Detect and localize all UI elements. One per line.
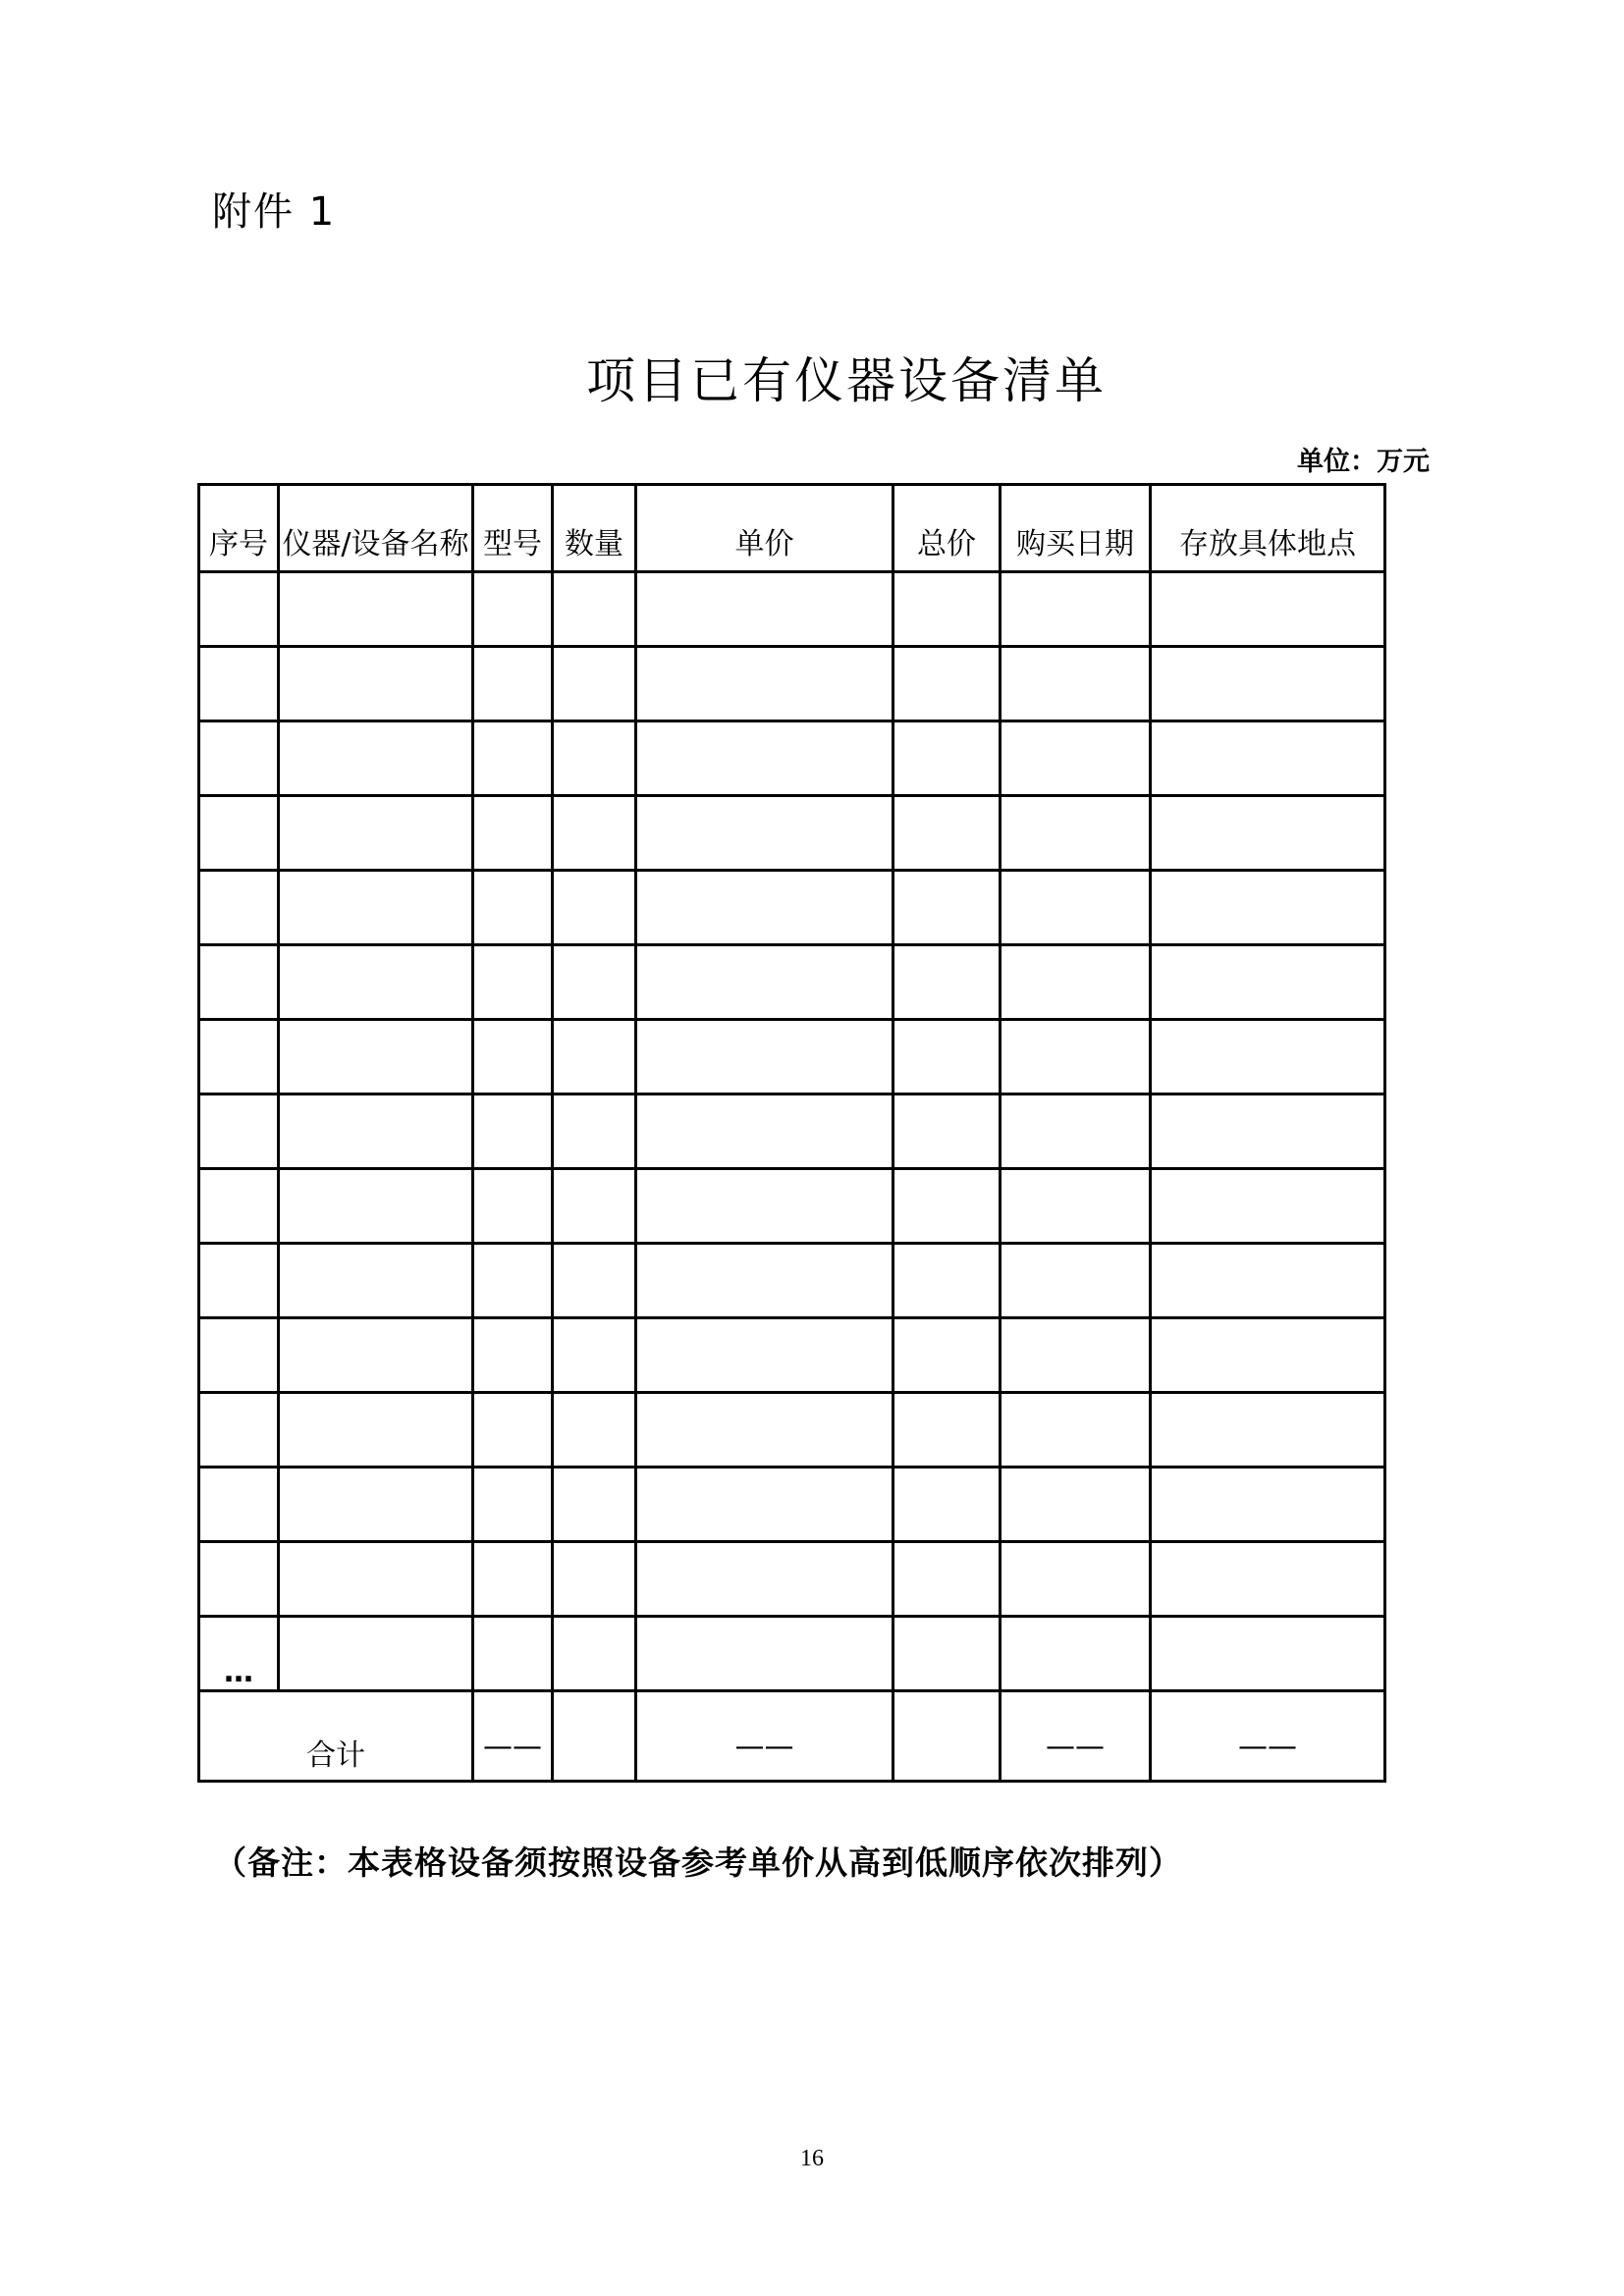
total-dash-cell: ——: [473, 1691, 553, 1782]
table-cell[interactable]: [473, 721, 553, 796]
table-cell[interactable]: [893, 1020, 1001, 1095]
table-cell[interactable]: [893, 1318, 1001, 1393]
page-title: 项目已有仪器设备清单: [586, 352, 1107, 409]
table-cell[interactable]: [473, 647, 553, 721]
table-cell[interactable]: [893, 1095, 1001, 1169]
table-cell[interactable]: [473, 1542, 553, 1617]
table-cell[interactable]: [893, 1542, 1001, 1617]
table-cell[interactable]: [553, 1318, 636, 1393]
table-row: [199, 871, 1385, 945]
table-cell[interactable]: [279, 1318, 473, 1393]
table-cell[interactable]: [1151, 871, 1385, 945]
ellipsis-cell: …: [199, 1617, 279, 1691]
table-cell[interactable]: [1001, 1318, 1151, 1393]
table-cell[interactable]: [199, 945, 279, 1020]
table-cell[interactable]: [199, 1095, 279, 1169]
table-cell[interactable]: [199, 1169, 279, 1244]
header-purchase-date: 购买日期: [1001, 485, 1151, 572]
table-cell[interactable]: [279, 647, 473, 721]
table-row: [199, 647, 1385, 721]
table-cell[interactable]: [1151, 1244, 1385, 1318]
table-cell[interactable]: [553, 1468, 636, 1542]
table-cell[interactable]: [893, 796, 1001, 871]
table-cell[interactable]: [893, 647, 1001, 721]
table-cell[interactable]: [893, 1169, 1001, 1244]
table-cell[interactable]: [893, 871, 1001, 945]
table-cell[interactable]: [1001, 1393, 1151, 1468]
table-cell[interactable]: [1001, 572, 1151, 647]
table-cell[interactable]: [636, 1095, 893, 1169]
header-row: [199, 485, 1385, 572]
table-cell[interactable]: [1151, 1393, 1385, 1468]
table-cell[interactable]: [893, 945, 1001, 1020]
table-cell[interactable]: [636, 1020, 893, 1095]
table-cell[interactable]: [553, 572, 636, 647]
table-cell[interactable]: [1001, 1020, 1151, 1095]
table-row: [199, 1244, 1385, 1318]
header-index: 序号: [199, 485, 279, 572]
table-cell[interactable]: [199, 647, 279, 721]
unit-label: 单位：万元: [1297, 447, 1430, 477]
table-cell[interactable]: [636, 1542, 893, 1617]
table-cell[interactable]: [1001, 721, 1151, 796]
table-cell[interactable]: [1001, 1617, 1151, 1691]
table-cell[interactable]: [893, 1468, 1001, 1542]
table-cell[interactable]: [1151, 1617, 1385, 1691]
table-cell[interactable]: [199, 721, 279, 796]
table-cell[interactable]: [279, 796, 473, 871]
table-cell[interactable]: [279, 945, 473, 1020]
table-cell[interactable]: [636, 1617, 893, 1691]
attachment-label: 附件 1: [212, 189, 337, 235]
table-cell[interactable]: [636, 1393, 893, 1468]
total-value-cell[interactable]: [553, 1691, 636, 1782]
table-cell[interactable]: [553, 647, 636, 721]
table-cell[interactable]: [1151, 1169, 1385, 1244]
table-cell[interactable]: [1151, 1095, 1385, 1169]
table-cell[interactable]: [893, 721, 1001, 796]
table-cell[interactable]: [1151, 945, 1385, 1020]
table-cell[interactable]: [473, 1095, 553, 1169]
table-row: [199, 572, 1385, 647]
table-cell[interactable]: [553, 1169, 636, 1244]
remark-note: （备注：本表格设备须按照设备参考单价从高到低顺序依次排列）: [214, 1843, 1182, 1882]
table-cell[interactable]: [473, 1468, 553, 1542]
table-cell[interactable]: [1001, 1169, 1151, 1244]
table-row: [199, 1393, 1385, 1468]
table-cell[interactable]: [1151, 1318, 1385, 1393]
table-cell[interactable]: [279, 721, 473, 796]
table-cell[interactable]: [1151, 1542, 1385, 1617]
ellipsis-row: [199, 1617, 1385, 1691]
header-unit-price: 单价: [636, 485, 893, 572]
table-row: [199, 1318, 1385, 1393]
table-cell[interactable]: [636, 1318, 893, 1393]
header-total-price: 总价: [893, 485, 1001, 572]
table-cell[interactable]: [473, 1318, 553, 1393]
table-cell[interactable]: [1151, 647, 1385, 721]
table-cell[interactable]: [1001, 1244, 1151, 1318]
table-cell[interactable]: [1151, 721, 1385, 796]
table-cell[interactable]: [473, 1169, 553, 1244]
table-cell[interactable]: [1151, 796, 1385, 871]
total-row: [199, 1691, 1385, 1782]
table-row: [199, 1095, 1385, 1169]
table-cell[interactable]: [279, 1468, 473, 1542]
table-cell[interactable]: [199, 871, 279, 945]
table-cell[interactable]: [279, 1244, 473, 1318]
table-cell[interactable]: [636, 945, 893, 1020]
table-cell[interactable]: [279, 1020, 473, 1095]
table-cell[interactable]: [473, 1617, 553, 1691]
table-cell[interactable]: [553, 1244, 636, 1318]
table-cell[interactable]: [279, 572, 473, 647]
table-cell[interactable]: [473, 945, 553, 1020]
table-cell[interactable]: [199, 1542, 279, 1617]
table-cell[interactable]: [1001, 1095, 1151, 1169]
table-cell[interactable]: [893, 572, 1001, 647]
table-cell[interactable]: [279, 1393, 473, 1468]
table-cell[interactable]: [199, 1020, 279, 1095]
table-cell[interactable]: [553, 871, 636, 945]
table-cell[interactable]: [893, 1617, 1001, 1691]
header-location: 存放具体地点: [1151, 485, 1385, 572]
table-cell[interactable]: [199, 1318, 279, 1393]
table-cell[interactable]: [279, 1617, 473, 1691]
table-cell[interactable]: [279, 1169, 473, 1244]
table-cell[interactable]: [1001, 796, 1151, 871]
table-cell[interactable]: [553, 1542, 636, 1617]
table-cell[interactable]: [1001, 871, 1151, 945]
table-cell[interactable]: [636, 721, 893, 796]
table-cell[interactable]: [636, 647, 893, 721]
table-cell[interactable]: [553, 1020, 636, 1095]
table-row: [199, 721, 1385, 796]
table-cell[interactable]: [279, 871, 473, 945]
table-cell[interactable]: [279, 1095, 473, 1169]
table-cell[interactable]: [1001, 647, 1151, 721]
total-value-cell[interactable]: [893, 1691, 1001, 1782]
table-row: [199, 1020, 1385, 1095]
table-cell[interactable]: [1001, 1542, 1151, 1617]
table-row: [199, 945, 1385, 1020]
table-cell[interactable]: [553, 945, 636, 1020]
table-cell[interactable]: [636, 871, 893, 945]
table-cell[interactable]: [199, 572, 279, 647]
table-cell[interactable]: [473, 1020, 553, 1095]
table-cell[interactable]: [473, 1393, 553, 1468]
table-row: [199, 1169, 1385, 1244]
table-cell[interactable]: [636, 1468, 893, 1542]
table-cell[interactable]: [199, 1468, 279, 1542]
table-cell[interactable]: [279, 1542, 473, 1617]
table-cell[interactable]: [473, 871, 553, 945]
table-cell[interactable]: [1151, 1468, 1385, 1542]
table-cell[interactable]: [893, 1393, 1001, 1468]
table-cell[interactable]: [553, 796, 636, 871]
table-cell[interactable]: [1151, 572, 1385, 647]
table-cell[interactable]: [553, 1095, 636, 1169]
table-cell[interactable]: [1001, 945, 1151, 1020]
table-cell[interactable]: [636, 572, 893, 647]
table-cell[interactable]: [636, 1244, 893, 1318]
total-dash-cell: ——: [636, 1691, 893, 1782]
table-row: [199, 1542, 1385, 1617]
header-quantity: 数量: [553, 485, 636, 572]
table-cell[interactable]: [199, 1244, 279, 1318]
table-row: [199, 1468, 1385, 1542]
table-cell[interactable]: [1151, 1020, 1385, 1095]
equipment-table: [197, 483, 1386, 1783]
table-cell[interactable]: [636, 796, 893, 871]
header-name: 仪器/设备名称: [279, 485, 473, 572]
header-model: 型号: [473, 485, 553, 572]
table-row: [199, 796, 1385, 871]
total-label: 合计: [199, 1691, 473, 1782]
table-cell[interactable]: [199, 796, 279, 871]
table-cell[interactable]: [473, 1244, 553, 1318]
table-cell[interactable]: [473, 572, 553, 647]
total-dash-cell: ——: [1151, 1691, 1385, 1782]
table-cell[interactable]: [199, 1393, 279, 1468]
total-dash-cell: ——: [1001, 1691, 1151, 1782]
table-cell[interactable]: [893, 1244, 1001, 1318]
table-cell[interactable]: [553, 721, 636, 796]
table-cell[interactable]: [473, 796, 553, 871]
table-cell[interactable]: [1001, 1468, 1151, 1542]
table-cell[interactable]: [553, 1393, 636, 1468]
page-number: 16: [800, 2146, 824, 2171]
table-cell[interactable]: [636, 1169, 893, 1244]
table-cell[interactable]: [553, 1617, 636, 1691]
